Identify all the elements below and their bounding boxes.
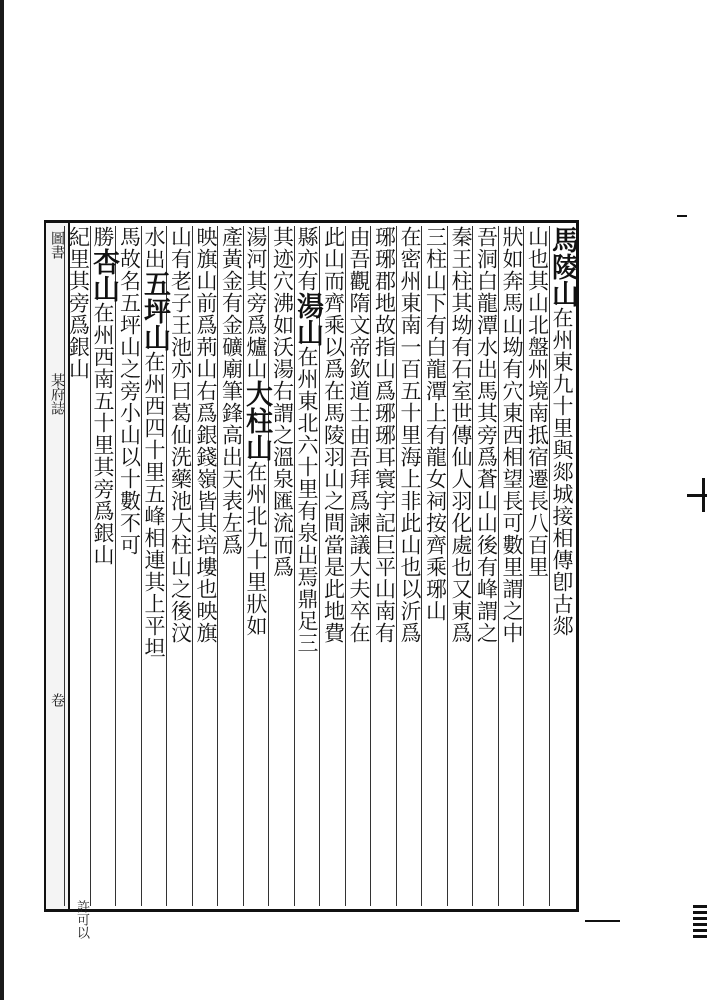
- scan-tick: [677, 215, 687, 217]
- column-text: 在州北九十里狀如: [244, 461, 268, 637]
- text-column: [115, 226, 142, 906]
- registration-mark-horizontal: [687, 494, 707, 497]
- spine-title-bottom: 卷: [49, 693, 65, 707]
- column-text: 里其旁爲銀山: [66, 248, 91, 380]
- text-column: [498, 226, 525, 906]
- place-name-heading: 馬陵山: [547, 226, 578, 307]
- text-column: [294, 226, 321, 906]
- column-text: 琊琊郡地故指山爲琊琊耳寰宇記巨平山南有: [372, 226, 397, 644]
- spine-title-top: 圖書: [49, 231, 65, 259]
- text-column: [370, 226, 397, 906]
- text-column: [243, 226, 270, 906]
- column-text: 穴沸如沃湯右謂之溫泉匯流而爲: [270, 270, 295, 578]
- column-text: 馬: [117, 226, 142, 248]
- column-text: 在密州東南一百五十里海上非此山也以沂爲: [398, 226, 422, 644]
- column-text: 產黃金有金礦廟筆鋒高出天表左爲: [219, 226, 244, 556]
- column-text: 其迹: [270, 226, 295, 270]
- column-text: 在州西南五十里其旁爲銀山: [91, 302, 115, 566]
- column-text: 狀如奔馬山坳有穴東西相望長可數里謂之中: [500, 226, 524, 644]
- column-text: 在州東北六十里有泉出焉鼎足三: [295, 346, 319, 654]
- column-text: 山有老子王池亦曰葛仙洗藥池大柱山之後汶: [168, 226, 193, 644]
- page-edge: [0, 0, 4, 1000]
- text-column: [472, 226, 499, 906]
- text-column: [141, 226, 168, 906]
- column-text: 三柱山下有白龍潭上有龍女祠按齊乘琊山: [423, 226, 448, 622]
- column-text: 湯河其旁爲爐山: [244, 226, 268, 380]
- text-column: [345, 226, 372, 906]
- text-column: [447, 226, 474, 906]
- scan-edge-bars: [693, 905, 707, 940]
- column-text: 紀: [66, 226, 91, 248]
- place-name-heading: 杏山: [88, 248, 119, 302]
- text-column: [421, 226, 448, 906]
- column-text: 映旗山前爲荊山右爲銀錢嶺皆其培塿也映旗: [194, 226, 218, 644]
- text-column: [268, 226, 295, 906]
- scan-tick: [585, 920, 620, 922]
- text-column: [217, 226, 244, 906]
- column-text: 由吾觀隋文帝欽道士由吾拜爲諫議大夫卒在: [347, 226, 371, 644]
- column-text: 山也其山北盤州境南抵宿遷長八百里: [525, 226, 550, 578]
- column-text: 在州東九十里與郯城接相傳卽古郯: [550, 307, 574, 637]
- column-text: 水出: [142, 226, 166, 270]
- text-column: [192, 226, 219, 906]
- column-text: 此山而齊乘以爲在馬陵羽山之間當是此地費: [321, 226, 346, 644]
- place-name-heading: 湯山: [292, 292, 323, 346]
- place-name-heading: 五坪山: [139, 270, 170, 351]
- page-label: 許可以: [74, 900, 89, 939]
- text-column: [396, 226, 423, 906]
- column-text: 勝: [91, 226, 115, 248]
- column-text: 在州西四十里五峰相連其上平坦: [142, 351, 166, 659]
- text-column: [523, 226, 550, 906]
- column-text: 吾洞白龍潭水出馬其旁爲蒼山山後有峰謂之: [474, 226, 499, 644]
- column-text: 故名五坪山之旁小山以十數不可: [117, 248, 142, 556]
- place-name-heading: 大柱山: [241, 380, 272, 461]
- column-text: 縣亦有: [295, 226, 319, 292]
- text-column: [549, 226, 576, 906]
- text-column: [64, 226, 91, 906]
- text-column: [90, 226, 117, 906]
- spine-title-middle: 某府誌: [49, 373, 65, 415]
- column-text: 秦王柱其坳有石室世傳仙人羽化處也又東爲: [449, 226, 473, 644]
